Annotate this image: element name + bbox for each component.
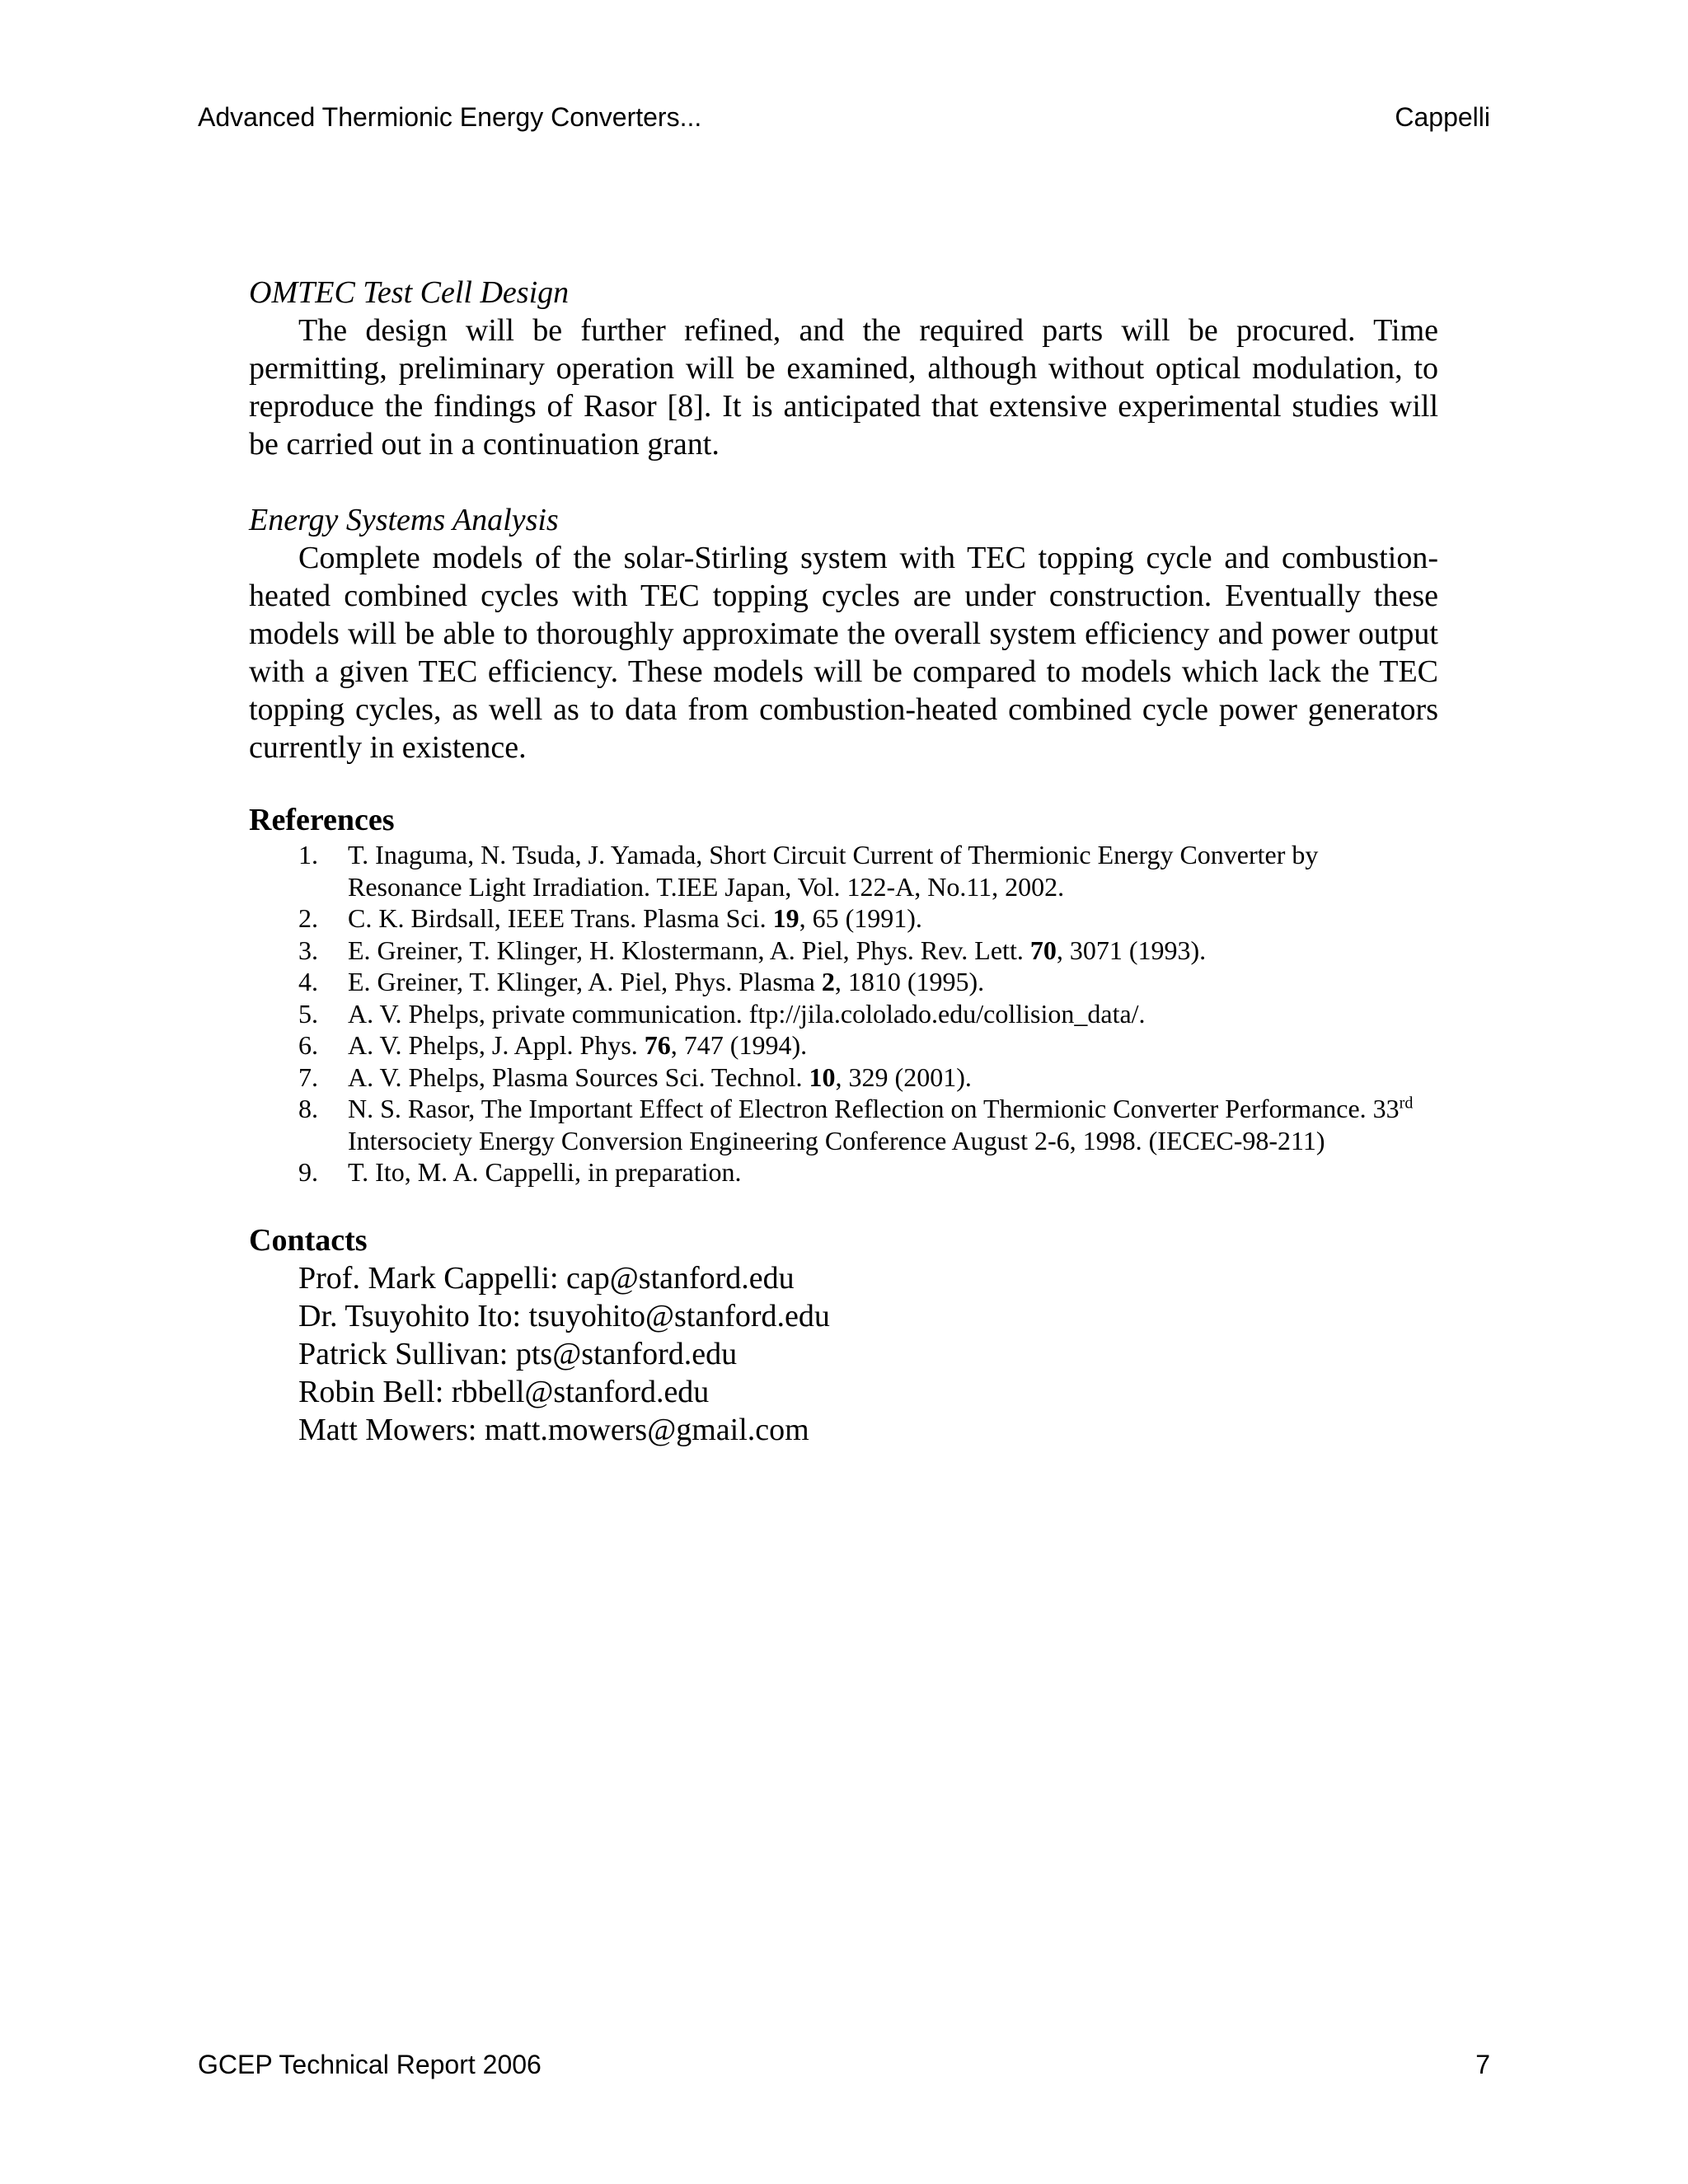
reference-text: [348, 1029, 1438, 1062]
reference-text-part: , 329 (2001).: [835, 1062, 972, 1092]
reference-item: [249, 935, 1438, 967]
reference-item: [249, 998, 1438, 1030]
reference-volume: 76: [644, 1030, 671, 1060]
reference-text-part: T. Inaguma, N. Tsuda, J. Yamada, Short Circuit Current of Thermionic Energy Converter by Resonance Light Irradiation. T.IEE Japan, Vol. 122-A, No.11, 2002.: [348, 840, 1319, 902]
reference-superscript: rd: [1399, 1094, 1414, 1113]
section-body-omtec: The design will be further refined, and the required parts will be procured. Time permitting, preliminary operation will be examined, although without optical modulation, to reproduce the findings of Rasor [8]. It is anticipated that extensive experimental studies will be carried out in a continuation grant.: [249, 313, 1438, 462]
reference-text-part: E. Greiner, T. Klinger, A. Piel, Phys. Plasma: [348, 967, 822, 996]
page-number: 7: [1475, 2050, 1490, 2079]
running-footer: [198, 2048, 1490, 2081]
reference-text-part: , 3071 (1993).: [1056, 935, 1207, 965]
header-title: Advanced Thermionic Energy Converters...: [198, 102, 702, 132]
reference-number: 3.: [298, 935, 318, 965]
running-header: [198, 101, 1490, 134]
reference-item: [249, 1093, 1438, 1156]
reference-text-part: Intersociety Energy Conversion Engineering Conference August 2-6, 1998. (IECEC-98-211): [348, 1125, 1325, 1155]
contacts-list: [249, 1259, 1438, 1449]
section-spacer: [249, 766, 1438, 801]
reference-number: 9.: [298, 1157, 318, 1187]
section-spacer: [249, 463, 1438, 501]
reference-volume: 10: [809, 1062, 836, 1092]
references-list: [249, 839, 1438, 1188]
reference-text-part: , 747 (1994).: [670, 1030, 808, 1060]
contact-item: Matt Mowers: matt.mowers@gmail.com: [298, 1412, 809, 1447]
reference-item: [249, 1062, 1438, 1094]
section-body-energy-systems: Complete models of the solar-Stirling system with TEC topping cycle and combustion-heated combined cycles with TEC topping cycles are under construction. Eventually these models will be able to thoroughly approximate the overall system efficiency and power output with a given TEC efficiency. These models will be compared to models which lack the TEC topping cycles, as well as to data from combustion-heated combined cycle power generators currently in existence.: [249, 541, 1438, 765]
section-heading-energy-systems: Energy Systems Analysis: [249, 503, 559, 537]
reference-text: [348, 902, 1438, 935]
contact-item: Prof. Mark Cappelli: cap@stanford.edu: [298, 1260, 795, 1296]
reference-text-part: , 65 (1991).: [799, 903, 922, 933]
reference-volume: 70: [1029, 935, 1057, 965]
reference-number: 7.: [298, 1062, 318, 1092]
reference-text-part: , 1810 (1995).: [834, 967, 985, 996]
reference-text: [348, 966, 1438, 998]
contact-item: Dr. Tsuyohito Ito: tsuyohito@stanford.edu: [298, 1298, 830, 1333]
section-heading-omtec: OMTEC Test Cell Design: [249, 275, 570, 310]
reference-volume: 19: [772, 903, 799, 933]
reference-text: [348, 1093, 1438, 1156]
reference-text: [348, 935, 1438, 967]
reference-number: 8.: [298, 1094, 318, 1123]
footer-report-title: GCEP Technical Report 2006: [198, 2050, 542, 2079]
reference-number: 6.: [298, 1030, 318, 1060]
reference-number: 1.: [298, 840, 318, 869]
reference-text-part: A. V. Phelps, J. Appl. Phys.: [348, 1030, 645, 1060]
reference-text-part: E. Greiner, T. Klinger, H. Klostermann, A. Piel, Phys. Rev. Lett.: [348, 935, 1030, 965]
contacts-heading: Contacts: [249, 1222, 368, 1258]
reference-text: [348, 839, 1438, 902]
header-author: Cappelli: [1395, 102, 1490, 132]
reference-number: 5.: [298, 998, 318, 1029]
reference-item: [249, 1156, 1438, 1188]
reference-text-part: N. S. Rasor, The Important Effect of Electron Reflection on Thermionic Converter Performance. 33: [348, 1094, 1400, 1123]
contact-item: Patrick Sullivan: pts@stanford.edu: [298, 1336, 738, 1371]
reference-text: [348, 998, 1438, 1030]
reference-text-part: C. K. Birdsall, IEEE Trans. Plasma Sci.: [348, 903, 773, 933]
reference-text: [348, 1062, 1438, 1094]
reference-volume: 2: [821, 967, 835, 996]
contact-item: Robin Bell: rbbell@stanford.edu: [298, 1374, 710, 1409]
reference-item: [249, 839, 1438, 902]
reference-number: 4.: [298, 967, 318, 996]
section-spacer: [249, 1188, 1438, 1221]
reference-text-part: T. Ito, M. A. Cappelli, in preparation.: [348, 1157, 742, 1187]
page-body: [249, 274, 1438, 1449]
reference-text-part: A. V. Phelps, Plasma Sources Sci. Technol.: [348, 1062, 809, 1092]
reference-text: [348, 1156, 1438, 1188]
reference-number: 2.: [298, 903, 318, 933]
references-heading: References: [249, 803, 395, 837]
reference-item: [249, 966, 1438, 998]
reference-text-part: A. V. Phelps, private communication. ftp://jila.cololado.edu/collision_data/.: [348, 998, 1146, 1029]
reference-item: [249, 1029, 1438, 1062]
reference-item: [249, 902, 1438, 935]
